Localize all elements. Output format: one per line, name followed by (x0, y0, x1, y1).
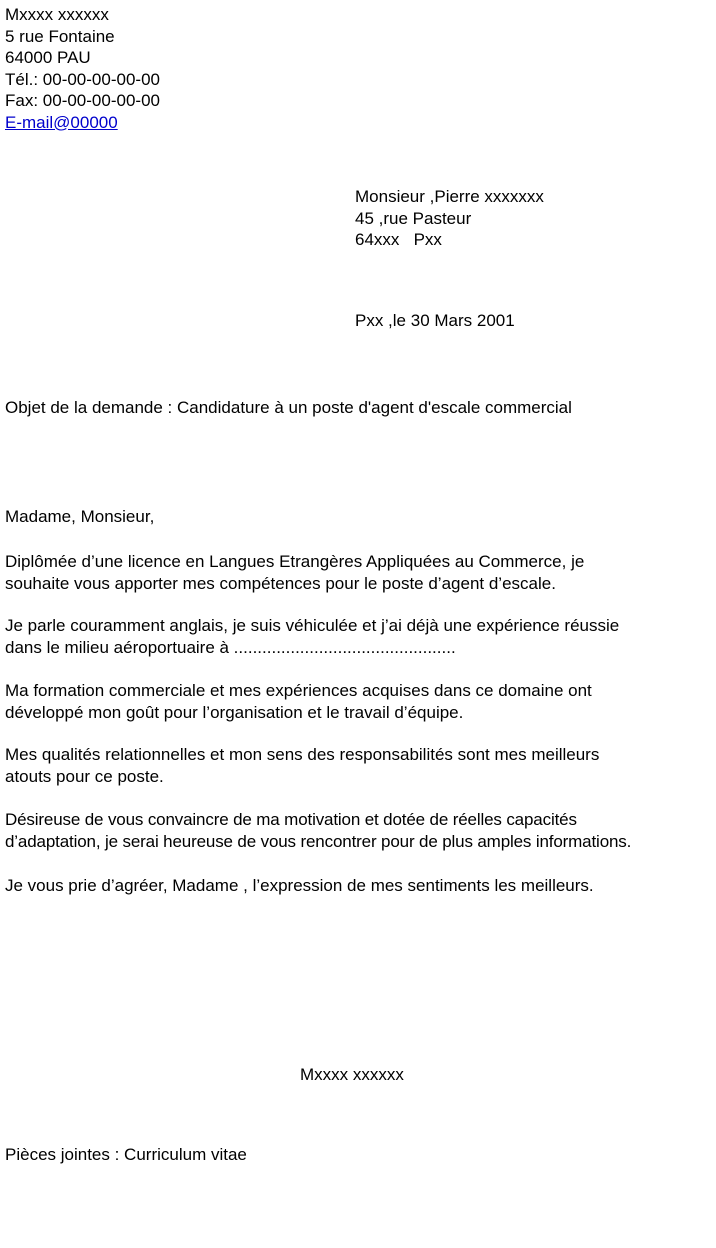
paragraph-line: développé mon goût pour l’organisation et le travail d’équipe. (5, 702, 464, 722)
salutation: Madame, Monsieur, (5, 507, 155, 526)
sender-name: Mxxxx xxxxxx (5, 5, 109, 24)
recipient-city: 64xxx Pxx (355, 230, 442, 249)
recipient-name: Monsieur ,Pierre xxxxxxx (355, 187, 544, 206)
signature: Mxxxx xxxxxx (300, 1065, 404, 1084)
paragraph-line: Mes qualités relationnelles et mon sens des responsabilités sont mes meilleurs (5, 745, 600, 764)
body-paragraph (5, 551, 584, 594)
attachments-note: Pièces jointes : Curriculum vitae (5, 1145, 247, 1164)
paragraph-line: Désireuse de vous convaincre de ma motivation et dotée de réelles capacités (5, 810, 577, 829)
recipient-address (355, 186, 544, 251)
letter-subject: Objet de la demande : Candidature à un poste d'agent d'escale commercial (5, 398, 572, 417)
closing-paragraph (5, 875, 594, 897)
sender-street: 5 rue Fontaine (5, 26, 115, 46)
paragraph-line: dans le milieu aéroportuaire à ............................................... (5, 637, 456, 657)
paragraph-line: d’adaptation, je serai heureuse de vous rencontrer pour de plus amples informations. (5, 831, 632, 851)
recipient-street: 45 ,rue Pasteur (355, 208, 472, 228)
body-paragraph (5, 615, 619, 658)
paragraph-line: Je parle couramment anglais, je suis véhiculée et j’ai déjà une expérience réussie (5, 616, 620, 635)
sender-phone: Tél.: 00-00-00-00-00 (5, 69, 160, 89)
paragraph-line: atouts pour ce poste. (5, 766, 164, 786)
body-paragraph (5, 744, 599, 787)
body-paragraph (5, 680, 592, 723)
sender-address (5, 4, 160, 133)
sender-city: 64000 PAU (5, 48, 91, 67)
letter-date: Pxx ,le 30 Mars 2001 (355, 311, 515, 330)
body-paragraph (5, 809, 631, 852)
paragraph-line: Je vous prie d’agréer, Madame , l’expression de mes sentiments les meilleurs. (5, 876, 594, 895)
sender-fax: Fax: 00-00-00-00-00 (5, 91, 160, 110)
paragraph-line: Diplômée d’une licence en Langues Etrangères Appliquées au Commerce, je (5, 552, 585, 571)
paragraph-line: Ma formation commerciale et mes expériences acquises dans ce domaine ont (5, 681, 592, 700)
sender-email-link[interactable]: E-mail@00000 (5, 112, 118, 132)
paragraph-line: souhaite vous apporter mes compétences pour le poste d’agent d’escale. (5, 573, 556, 593)
